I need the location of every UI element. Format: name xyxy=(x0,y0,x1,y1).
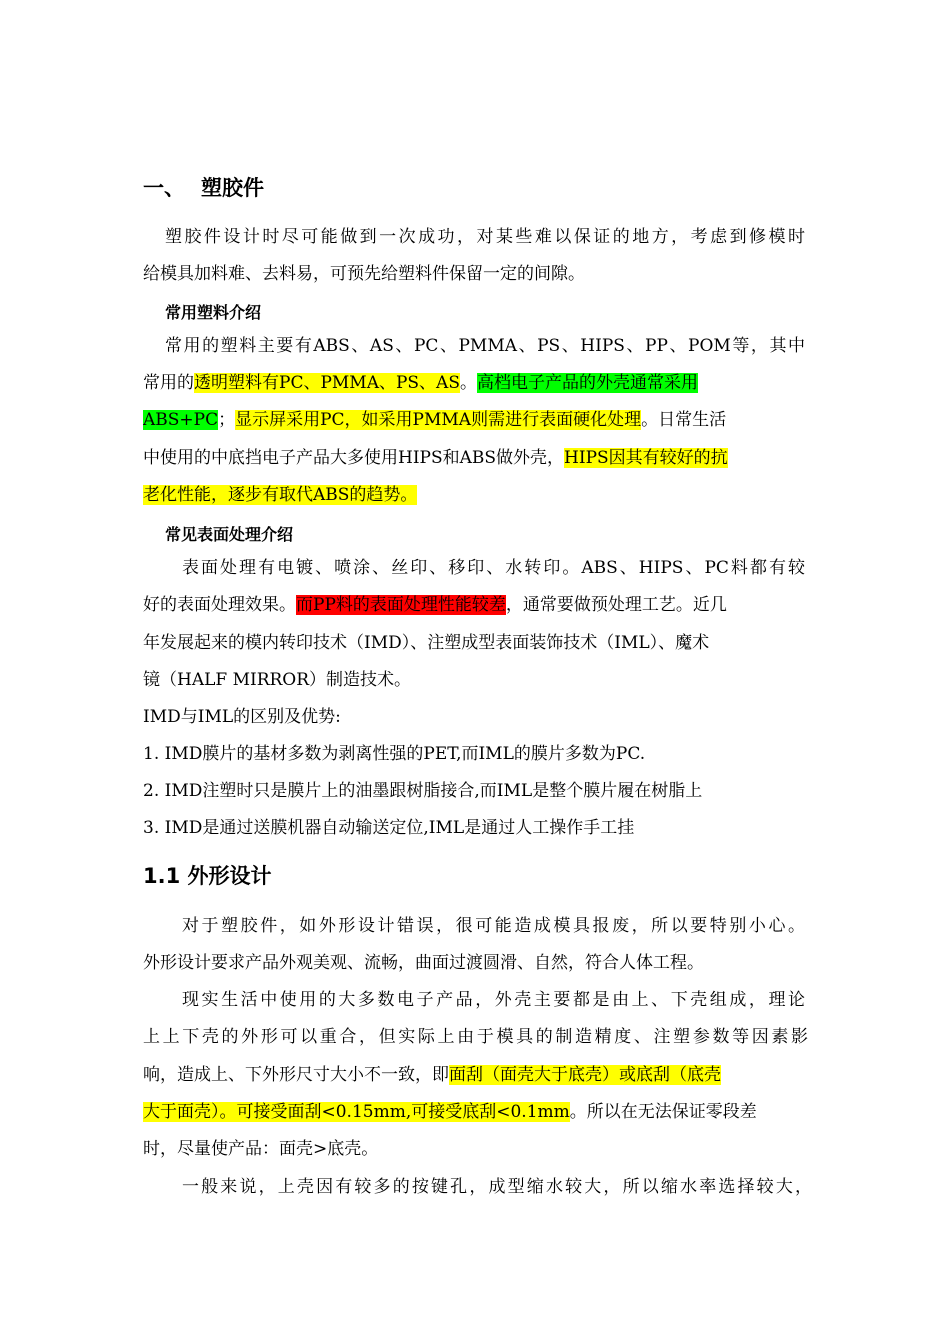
design-p2-line-5: 时，尽量使产品：面壳>底壳。 xyxy=(143,1139,379,1159)
section-heading xyxy=(143,172,264,202)
design-p2-line-2: 上上下壳的外形可以重合，但实际上由于模具的制造精度、注塑参数等因素影 xyxy=(143,1027,808,1047)
highlight-transparent-plastics: 透明塑料有PC、PMMA、PS、AS xyxy=(194,373,460,393)
subsection-heading: 1.1 外形设计 xyxy=(143,864,272,888)
plastics-line-1: 常用的塑料主要有ABS、AS、PC、PMMA、PS、HIPS、PP、POM等，其中 xyxy=(165,336,805,356)
design-p1-line-1: 对于塑胶件，如外形设计错误，很可能造成模具报废，所以要特别小心。 xyxy=(182,916,805,936)
surface-line-4: 镜（HALF MIRROR）制造技术。 xyxy=(143,670,412,690)
section-number: 一、 xyxy=(143,176,185,200)
surface-line-2: 好的表面处理效果。而PP料的表面处理性能较差，通常要做预处理工艺。近几 xyxy=(143,595,727,615)
imd-item-3: 3. IMD是通过送膜机器自动输送定位,IML是通过人工操作手工挂 xyxy=(143,818,635,838)
intro-line-2: 给模具加料难、去料易，可预先给塑料件保留一定的间隙。 xyxy=(143,264,585,284)
highlight-tolerance: 大于面壳）。可接受面刮<0.15mm,可接受底刮<0.1mm xyxy=(143,1102,570,1122)
highlight-hips: HIPS因其有较好的抗 xyxy=(564,448,728,468)
design-p2-line-1: 现实生活中使用的大多数电子产品，外壳主要都是由上、下壳组成，理论 xyxy=(182,990,805,1010)
highlight-face-scrape: 面刮（面壳大于底壳）或底刮（底壳 xyxy=(449,1065,721,1085)
surface-line-1: 表面处理有电镀、喷涂、丝印、移印、水转印。ABS、HIPS、PC料都有较 xyxy=(182,558,805,578)
surface-line-3: 年发展起来的模内转印技术（IMD）、注塑成型表面装饰技术（IML）、魔术 xyxy=(143,633,710,653)
imd-item-2: 2. IMD注塑时只是膜片上的油墨跟树脂接合,而IML是整个膜片履在树脂上 xyxy=(143,781,703,801)
plastics-line-5 xyxy=(143,483,808,507)
intro-line-1: 塑胶件设计时尽可能做到一次成功，对某些难以保证的地方，考虑到修模时 xyxy=(165,227,805,247)
highlight-housing: 高档电子产品的外壳通常采用 xyxy=(476,373,698,393)
imd-item-1: 1. IMD膜片的基材多数为剥离性强的PET,而IML的膜片多数为PC. xyxy=(143,744,646,764)
imd-title: IMD与IML的区别及优势: xyxy=(143,707,341,727)
plastics-line-3: ABS+PC；显示屏采用PC，如采用PMMA则需进行表面硬化处理。日常生活 xyxy=(143,410,727,430)
design-p2-line-3: 响，造成上、下外形尺寸大小不一致，即面刮（面壳大于底壳）或底刮（底壳 xyxy=(143,1065,721,1085)
design-p1-line-2: 外形设计要求产品外观美观、流畅，曲面过渡圆滑、自然，符合人体工程。 xyxy=(143,953,704,973)
highlight-pp-poor: 而PP料的表面处理性能较差 xyxy=(296,595,506,615)
design-p2-line-4: 大于面壳）。可接受面刮<0.15mm,可接受底刮<0.1mm。所以在无法保证零段差 xyxy=(143,1102,757,1122)
design-p3-line-1: 一般来说，上壳因有较多的按键孔，成型缩水较大，所以缩水率选择较大， xyxy=(182,1177,812,1197)
highlight-abs-pc: ABS+PC xyxy=(143,410,219,430)
surface-subheading: 常见表面处理介绍 xyxy=(165,525,294,544)
plastics-line-2: 常用的透明塑料有PC、PMMA、PS、AS。高档电子产品的外壳通常采用 xyxy=(143,373,698,393)
plastics-subheading: 常用塑料介绍 xyxy=(165,303,262,322)
highlight-hips-aging: 老化性能，逐步有取代ABS的趋势。 xyxy=(143,485,418,505)
section-title: 塑胶件 xyxy=(201,176,264,200)
highlight-display: 显示屏采用PC，如采用PMMA则需进行表面硬化处理 xyxy=(235,410,642,430)
plastics-line-4: 中使用的中底挡电子产品大多使用HIPS和ABS做外壳，HIPS因其有较好的抗 xyxy=(143,448,728,468)
